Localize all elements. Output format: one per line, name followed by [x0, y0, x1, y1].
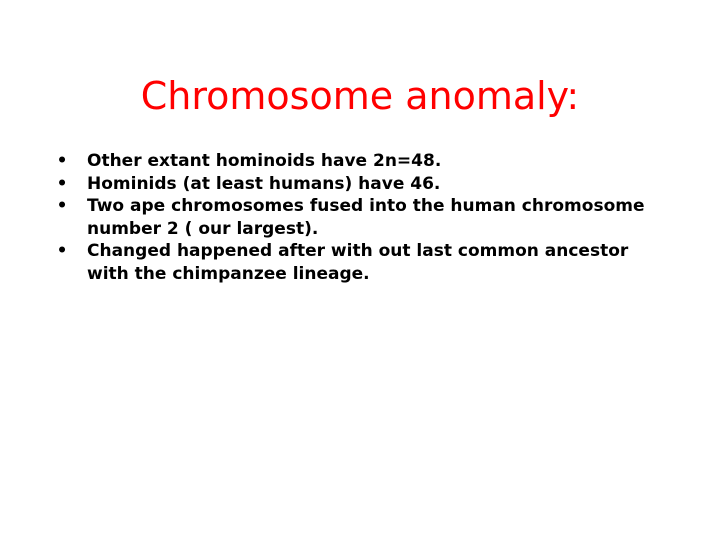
bullet-list: [55, 150, 675, 285]
bullet-item: [55, 195, 675, 240]
bullet-item: [55, 173, 675, 196]
bullet-text: Other extant hominoids have 2n=48.: [87, 151, 442, 171]
bullet-text: Two ape chromosomes fused into the human chromosome number 2 ( our largest).: [87, 196, 645, 239]
bullet-marker: •: [56, 151, 68, 171]
bullet-item: [55, 240, 675, 285]
bullet-item: [55, 150, 675, 173]
slide-title: Chromosome anomaly:: [140, 74, 580, 118]
bullet-marker: •: [56, 196, 68, 216]
bullet-text: Changed happened after with out last common ancestor with the chimpanzee lineage.: [87, 241, 629, 284]
bullet-marker: •: [56, 173, 68, 194]
bullet-marker: •: [56, 241, 68, 261]
bullet-text: Hominids (at least humans) have 46.: [87, 173, 441, 194]
